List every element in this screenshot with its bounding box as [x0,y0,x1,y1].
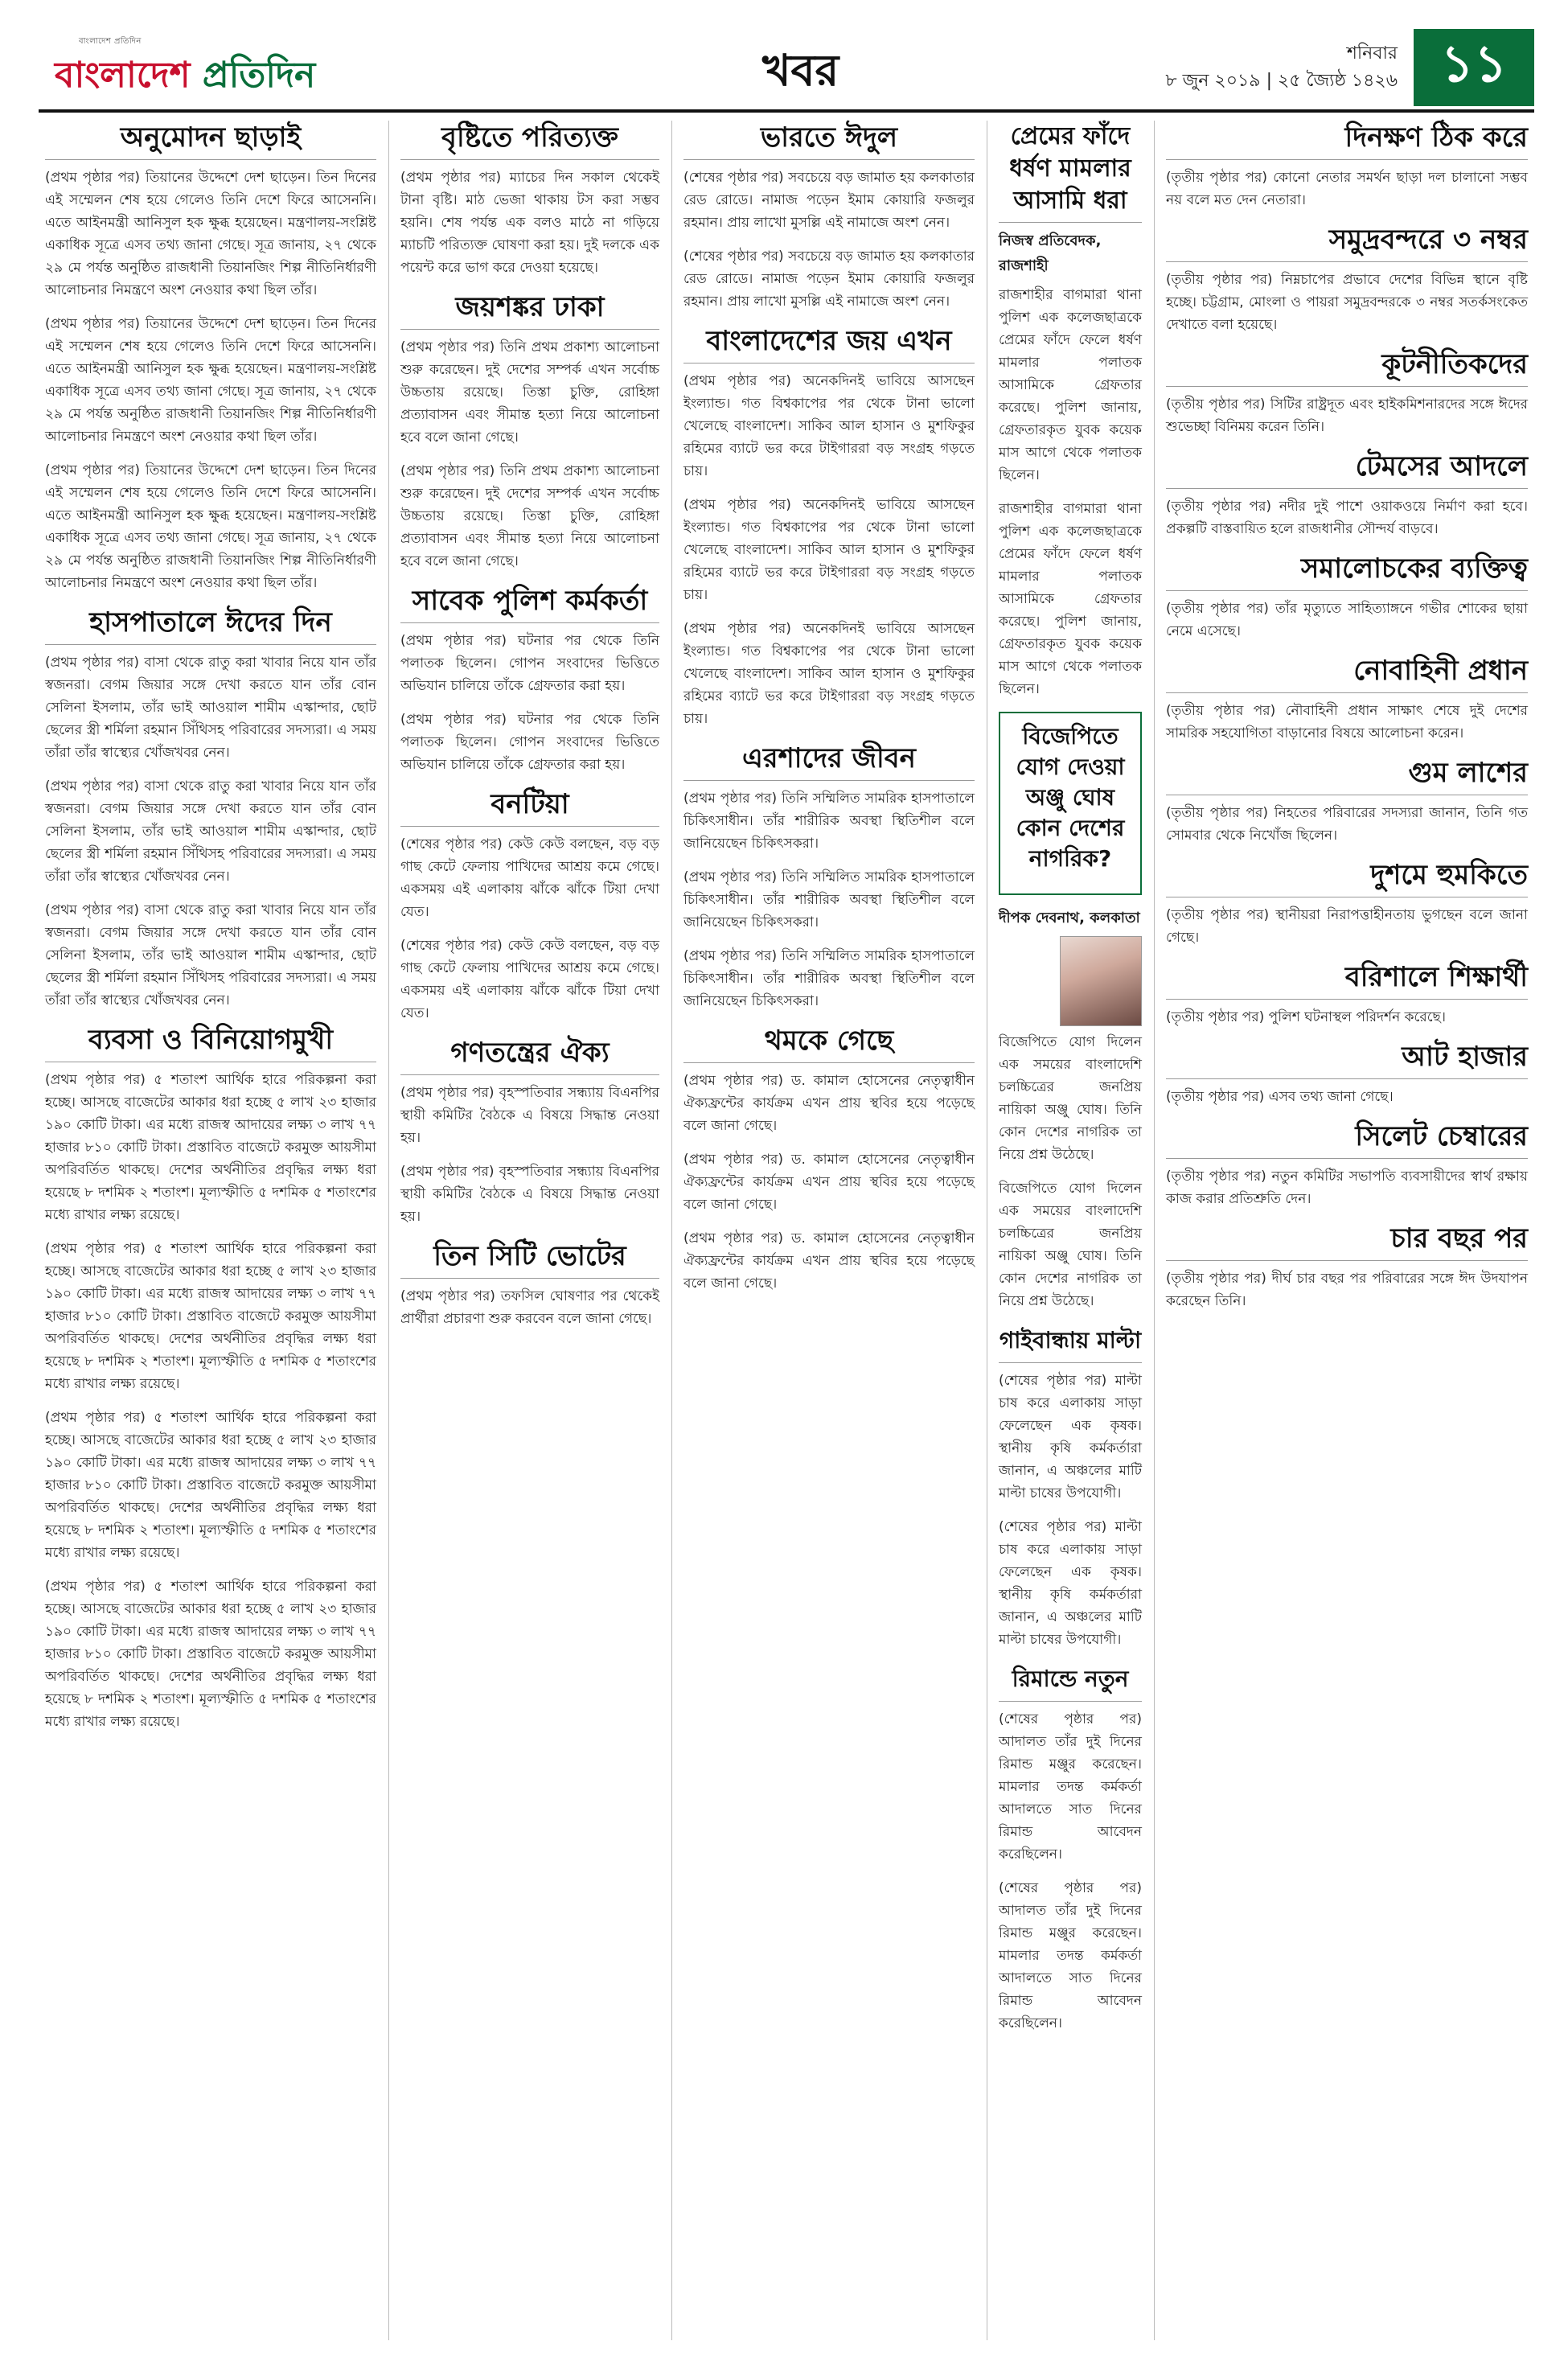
weekday: শনিবার [1346,43,1398,64]
article-body: (তৃতীয় পৃষ্ঠার পর) নদীর দুই পাশে ওয়াকওয়ে নির্মাণ করা হবে। প্রকল্পটি বাস্তবায়িত হলে রাজধানীর সৌন্দর্য বাড়বে। [1166,499,1528,537]
headline-onumodon: অনুমোদন ছাড়াই [45,121,376,160]
headline-parrot: বনটিয়া [400,787,659,827]
headline-eight-thousand: আট হাজার [1166,1040,1528,1079]
headline-remand: রিমান্ডে নতুন [999,1662,1142,1702]
article-body: (শেষের পৃষ্ঠার পর) সবচেয়ে বড় জামাত হয় কলকাতার রেড রোডে। নামাজ পড়েন ইমাম কোয়ারি ফজলুর রহমান। প্রায় লাখো মুসল্লি এই নামাজে অংশ নেন। [683,170,975,231]
article-body-cont: (প্রথম পৃষ্ঠার পর) তিয়ানের উদ্দেশে দেশ ছাড়েন। তিন দিনের এই সম্মেলন শেষ হয়ে গেলেও তিনি দেশে ফিরে আসেননি। এতে আইনমন্ত্রী আনিসুল হক ক্ষুব্ধ হয়েছেন। মন্ত্রণালয়-সংশ্লিষ্ট একাধিক সূত্রে এসব তথ্য জানা গেছে। সূত্র জানায়, ২৭ থেকে ২৯ মে পর্যন্ত অনুষ্ঠিত রাজধানী তিয়ানজিং শিল্প নীতিনির্ধারণী আলোচনার নিমন্ত্রণে অংশ নেওয়ার কথা ছিল তাঁর। [45,316,376,445]
masthead [39,29,1534,113]
headline-missing-body: গুম লাশের [1166,756,1528,795]
article-body-cont: (প্রথম পৃষ্ঠার পর) ঘটনার পর থেকে তিনি পলাতক ছিলেন। গোপন সংবাদের ভিত্তিতে অভিযান চালিয়ে তাঁকে গ্রেফতার করা হয়। [400,712,659,773]
article-body: (তৃতীয় পৃষ্ঠার পর) কোনো নেতার সমর্থন ছাড়া দল চালানো সম্ভব নয় বলে মত দেন নেতারা। [1166,170,1528,208]
page-number: ১১ [1414,29,1534,106]
headline-thames: টেমসের আদলে [1166,450,1528,489]
article-body-cont: (প্রথম পৃষ্ঠার পর) ৫ শতাংশ আর্থিক হারে পরিকল্পনা করা হচ্ছে। আসছে বাজেটের আকার ধরা হচ্ছে ৫ লাখ ২৩ হাজার ১৯০ কোটি টাকা। এর মধ্যে রাজস্ব আদায়ের লক্ষ্য ৩ লাখ ৭৭ হাজার ৮১০ কোটি টাকা। প্রস্তাবিত বাজেটে করমুক্ত আয়সীমা অপরিবর্তিত থাকছে। দেশের অর্থনীতির প্রবৃদ্ধির লক্ষ্য ধরা হয়েছে ৮ দশমিক ২ শতাংশ। মূল্যস্ফীতি ৫ দশমিক ৫ শতাংশের মধ্যে রাখার লক্ষ্য রয়েছে। [45,1241,376,1392]
article-body: (প্রথম পৃষ্ঠার পর) তিনি সম্মিলিত সামরিক হাসপাতালে চিকিৎসাধীন। তাঁর শারীরিক অবস্থা স্থিতিশীল বলে জানিয়েছেন চিকিৎসকরা। [683,791,975,852]
headline-rain: বৃষ্টিতে পরিত্যক্ত [400,121,659,160]
article-body: (তৃতীয় পৃষ্ঠার পর) স্থানীয়রা নিরাপত্তাহীনতায় ভুগছেন বলে জানা গেছে। [1166,907,1528,946]
headline-hospital: হাসপাতালে ঈদের দিন [45,606,376,645]
article-body-cont: (প্রথম পৃষ্ঠার পর) তিনি সম্মিলিত সামরিক হাসপাতালে চিকিৎসাধীন। তাঁর শারীরিক অবস্থা স্থিতিশীল বলে জানিয়েছেন চিকিৎসকরা। [683,948,975,1009]
column-divider [671,121,672,2340]
article-body: (প্রথম পৃষ্ঠার পর) বৃহস্পতিবার সন্ধ্যায় বিএনপির স্থায়ী কমিটির বৈঠকে এ বিষয়ে সিদ্ধান্ত নেওয়া হয়। [400,1085,659,1146]
article-body-cont: (প্রথম পৃষ্ঠার পর) ড. কামাল হোসেনের নেতৃত্বাধীন ঐক্যফ্রন্টের কার্যক্রম এখন প্রায় স্থবির হয়ে পড়েছে বলে জানা গেছে। [683,1152,975,1213]
article-body-cont: (শেষের পৃষ্ঠার পর) সবচেয়ে বড় জামাত হয় কলকাতার রেড রোডে। নামাজ পড়েন ইমাম কোয়ারি ফজলুর রহমান। প্রায় লাখো মুসল্লি এই নামাজে অংশ নেন। [683,248,975,310]
headline-india-eid: ভারতে ঈদুল [683,121,975,160]
article-body: (প্রথম পৃষ্ঠার পর) তিয়ানের উদ্দেশে দেশ ছাড়েন। তিন দিনের এই সম্মেলন শেষ হয়ে গেলেও তিনি দেশে ফিরে আসেননি। এতে আইনমন্ত্রী আনিসুল হক ক্ষুব্ধ হয়েছেন। মন্ত্রণালয়-সংশ্লিষ্ট একাধিক সূত্রে এসব তথ্য জানা গেছে। সূত্র জানায়, ২৭ থেকে ২৯ মে পর্যন্ত অনুষ্ঠিত রাজধানী তিয়ানজিং শিল্প নীতিনির্ধারণী আলোচনার নিমন্ত্রণে অংশ নেওয়ার কথা ছিল তাঁর। [45,170,376,298]
article-body: (প্রথম পৃষ্ঠার পর) ঘটনার পর থেকে তিনি পলাতক ছিলেন। গোপন সংবাদের ভিত্তিতে অভিযান চালিয়ে তাঁকে গ্রেফতার করা হয়। [400,633,659,694]
article-body: (তৃতীয় পৃষ্ঠার পর) নিম্নচাপের প্রভাবে দেশের বিভিন্ন স্থানে বৃষ্টি হচ্ছে। চট্টগ্রাম, মোংলা ও পায়রা সমুদ্রবন্দরকে ৩ নম্বর সতর্কসংকেত দেখাতে বলা হয়েছে। [1166,272,1528,333]
byline: নিজস্ব প্রতিবেদক, রাজশাহী [999,232,1102,274]
byline: দীপক দেবনাথ, কলকাতা [999,910,1140,926]
article-body: রাজশাহীর বাগমারা থানা পুলিশ এক কলেজছাত্রকে প্রেমের ফাঁদে ফেলে ধর্ষণ মামলার পলাতক আসামিকে গ্রেফতার করেছে। পুলিশ জানায়, গ্রেফতারকৃত যুবক কয়েক মাস আগে থেকে পলাতক ছিলেন। [999,287,1142,483]
headline-sylhet-chamber: সিলেট চেম্বারের [1166,1119,1528,1159]
article-body-cont: (শেষের পৃষ্ঠার পর) আদালত তাঁর দুই দিনের রিমান্ড মঞ্জুর করেছেন। মামলার তদন্ত কর্মকর্তা আদালতে সাত দিনের রিমান্ড আবেদন করেছিলেন। [999,1880,1142,2031]
headline-police: সাবেক পুলিশ কর্মকর্তা [400,584,659,623]
article-body: (শেষের পৃষ্ঠার পর) আদালত তাঁর দুই দিনের রিমান্ড মঞ্জুর করেছেন। মামলার তদন্ত কর্মকর্তা আদালতে সাত দিনের রিমান্ড আবেদন করেছিলেন। [999,1711,1142,1863]
article-body-cont: (প্রথম পৃষ্ঠার পর) ড. কামাল হোসেনের নেতৃত্বাধীন ঐক্যফ্রন্টের কার্যক্রম এখন প্রায় স্থবির হয়ে পড়েছে বলে জানা গেছে। [683,1230,975,1292]
article-body: (তৃতীয় পৃষ্ঠার পর) এসব তথ্য জানা গেছে। [1166,1089,1394,1105]
article-body: (প্রথম পৃষ্ঠার পর) ৫ শতাংশ আর্থিক হারে পরিকল্পনা করা হচ্ছে। আসছে বাজেটের আকার ধরা হচ্ছে ৫ লাখ ২৩ হাজার ১৯০ কোটি টাকা। এর মধ্যে রাজস্ব আদায়ের লক্ষ্য ৩ লাখ ৭৭ হাজার ৮১০ কোটি টাকা। প্রস্তাবিত বাজেটে করমুক্ত আয়সীমা অপরিবর্তিত থাকছে। দেশের অর্থনীতির প্রবৃদ্ধির লক্ষ্য ধরা হয়েছে ৮ দশমিক ২ শতাংশ। মূল্যস্ফীতি ৫ দশমিক ৫ শতাংশের মধ্যে রাখার লক্ষ্য রয়েছে। [45,1072,376,1223]
article-body-cont: রাজশাহীর বাগমারা থানা পুলিশ এক কলেজছাত্রকে প্রেমের ফাঁদে ফেলে ধর্ষণ মামলার পলাতক আসামিকে গ্রেফতার করেছে। পুলিশ জানায়, গ্রেফতারকৃত যুবক কয়েক মাস আগে থেকে পলাতক ছিলেন। [999,501,1142,697]
headline-navy-chief: নোবাহিনী প্রধান [1166,654,1528,693]
article-body: (তৃতীয় পৃষ্ঠার পর) দীর্ঘ চার বছর পর পরিবারের সঙ্গে ঈদ উদযাপন করেছেন তিনি। [1166,1271,1528,1309]
headline-rajshahi-arrest: প্রেমের ফাঁদে ধর্ষণ মামলার আসামি ধরা [999,121,1142,223]
headline-bangladesh-win: বাংলাদেশের জয় এখন [683,324,975,363]
headline-unity: গণতন্ত্রের ঐক্য [400,1036,659,1075]
headline-budget: ব্যবসা ও বিনিয়োগমুখী [45,1023,376,1062]
article-body: (প্রথম পৃষ্ঠার পর) তিনি প্রথম প্রকাশ্য আলোচনা শুরু করেছেন। দুই দেশের সম্পর্ক এখন সর্বোচ্চ উচ্চতায় রয়েছে। তিস্তা চুক্তি, রোহিঙ্গা প্রত্যাবাসন এবং সীমান্ত হত্যা নিয়ে আলোচনা হবে বলে জানা গেছে। [400,339,659,446]
feature-box [999,712,1142,895]
article-body-cont: বিজেপিতে যোগ দিলেন এক সময়ের বাংলাদেশি চলচ্চিত্রের জনপ্রিয় নায়িকা অঞ্জু ঘোষ। তিনি কোন দেশের নাগরিক তা নিয়ে প্রশ্ন উঠেছে। [999,1181,1142,1309]
article-body-cont: (প্রথম পৃষ্ঠার পর) বৃহস্পতিবার সন্ধ্যায় বিএনপির স্থায়ী কমিটির বৈঠকে এ বিষয়ে সিদ্ধান্ত নেওয়া হয়। [400,1164,659,1225]
column-divider [388,121,389,2340]
article-body: (তৃতীয় পৃষ্ঠার পর) নিহতের পরিবারের সদস্যরা জানান, তিনি গত সোমবার থেকে নিখোঁজ ছিলেন। [1166,805,1528,844]
article-body: (প্রথম পৃষ্ঠার পর) বাসা থেকে রাতু করা খাবার নিয়ে যান তাঁর স্বজনরা। বেগম জিয়ার সঙ্গে দেখা করতে যান তাঁর বোন সেলিনা ইসলাম, তাঁর ভাই আওয়াল শামীম এস্কান্দার, ছোট ছেলের স্ত্রী শর্মিলা রহমান সিঁথিসহ পরিবারের সদস্যরা। এ সময় তাঁরা তাঁর স্বাস্থ্যের খোঁজখবর নেন। [45,655,376,761]
headline-anju-ghosh: বিজেপিতে যোগ দেওয়া অঞ্জু ঘোষ কোন দেশের নাগরিক? [1016,723,1125,872]
article-body: (শেষের পৃষ্ঠার পর) কেউ কেউ বলছেন, বড় বড় গাছ কেটে ফেলায় পাখিদের আশ্রয় কমে গেছে। একসময় এই এলাকায় ঝাঁকে ঝাঁকে টিয়া দেখা যেত। [400,836,659,920]
column-3 [683,121,975,1306]
brand-tagline: বাংলাদেশ প্রতিদিন [79,37,142,46]
article-body: (প্রথম পৃষ্ঠার পর) ড. কামাল হোসেনের নেতৃত্বাধীন ঐক্যফ্রন্টের কার্যক্রম এখন প্রায় স্থবির হয়ে পড়েছে বলে জানা গেছে। [683,1073,975,1134]
article-body: (তৃতীয় পৃষ্ঠার পর) পুলিশ ঘটনাস্থল পরিদর্শন করেছে। [1166,1009,1446,1025]
headline-city-vote: তিন সিটি ভোটের [400,1239,659,1279]
headline-threat: দুশমে হুমকিতে [1166,858,1528,897]
column-2 [400,121,659,1341]
article-body: (প্রথম পৃষ্ঠার পর) অনেকদিনই ভাবিয়ে আসছেন ইংল্যান্ড। গত বিশ্বকাপের পর থেকে টানা ভালো খেলেছে বাংলাদেশ। সাকিব আল হাসান ও মুশফিকুর রহিমের ব্যাটে ভর করে টাইগাররা বড় সংগ্রহ গড়তে চায়। [683,373,975,479]
brand-logo [55,35,408,101]
issue-date: ৮ জুন ২০১৯ | ২৫ জ্যৈষ্ঠ ১৪২৬ [1165,71,1398,91]
article-body-cont: (প্রথম পৃষ্ঠার পর) তিনি সম্মিলিত সামরিক হাসপাতালে চিকিৎসাধীন। তাঁর শারীরিক অবস্থা স্থিতিশীল বলে জানিয়েছেন চিকিৎসকরা। [683,869,975,930]
article-body-cont: (প্রথম পৃষ্ঠার পর) বাসা থেকে রাতু করা খাবার নিয়ে যান তাঁর স্বজনরা। বেগম জিয়ার সঙ্গে দেখা করতে যান তাঁর বোন সেলিনা ইসলাম, তাঁর ভাই আওয়াল শামীম এস্কান্দার, ছোট ছেলের স্ত্রী শর্মিলা রহমান সিঁথিসহ পরিবারের সদস্যরা। এ সময় তাঁরা তাঁর স্বাস্থ্যের খোঁজখবর নেন। [45,778,376,885]
article-body: (তৃতীয় পৃষ্ঠার পর) তাঁর মৃত্যুতে সাহিত্যাঙ্গনে গভীর শোকের ছায়া নেমে এসেছে। [1166,601,1528,639]
logo-part-1: বাংলাদেশ [55,55,191,96]
logo-text [55,48,315,107]
article-body: (তৃতীয় পৃষ্ঠার পর) নতুন কমিটির সভাপতি ব্যবসায়ীদের স্বার্থ রক্ষায় কাজ করার প্রতিশ্রুতি দেন। [1166,1169,1528,1207]
headline-critic: সমালোচকের ব্যক্তিত্ব [1166,552,1528,591]
headline-diplomats: কূটনীতিকদের [1166,347,1528,387]
column-4 [999,121,1142,2046]
article-body: (শেষের পৃষ্ঠার পর) মাল্টা চাষ করে এলাকায় সাড়া ফেলেছেন এক কৃষক। স্থানীয় কৃষি কর্মকর্তারা জানান, এ অঞ্চলের মাটি মাল্টা চাষের উপযোগী। [999,1373,1142,1501]
section-title: খবর [762,45,839,96]
column-1 [45,121,376,1744]
article-body-cont: (প্রথম পৃষ্ঠার পর) ৫ শতাংশ আর্থিক হারে পরিকল্পনা করা হচ্ছে। আসছে বাজেটের আকার ধরা হচ্ছে ৫ লাখ ২৩ হাজার ১৯০ কোটি টাকা। এর মধ্যে রাজস্ব আদায়ের লক্ষ্য ৩ লাখ ৭৭ হাজার ৮১০ কোটি টাকা। প্রস্তাবিত বাজেটে করমুক্ত আয়সীমা অপরিবর্তিত থাকছে। দেশের অর্থনীতির প্রবৃদ্ধির লক্ষ্য ধরা হয়েছে ৮ দশমিক ২ শতাংশ। মূল্যস্ফীতি ৫ দশমিক ৫ শতাংশের মধ্যে রাখার লক্ষ্য রয়েছে। [45,1579,376,1730]
headline-four-years: চার বছর পর [1166,1222,1528,1261]
article-body-cont: (প্রথম পৃষ্ঠার পর) অনেকদিনই ভাবিয়ে আসছেন ইংল্যান্ড। গত বিশ্বকাপের পর থেকে টানা ভালো খেলেছে বাংলাদেশ। সাকিব আল হাসান ও মুশফিকুর রহিমের ব্যাটে ভর করে টাইগাররা বড় সংগ্রহ গড়তে চায়। [683,497,975,603]
article-body-cont: (প্রথম পৃষ্ঠার পর) বাসা থেকে রাতু করা খাবার নিয়ে যান তাঁর স্বজনরা। বেগম জিয়ার সঙ্গে দেখা করতে যান তাঁর বোন সেলিনা ইসলাম, তাঁর ভাই আওয়াল শামীম এস্কান্দার, ছোট ছেলের স্ত্রী শর্মিলা রহমান সিঁথিসহ পরিবারের সদস্যরা। এ সময় তাঁরা তাঁর স্বাস্থ্যের খোঁজখবর নেন। [45,902,376,1008]
portrait-photo [1060,936,1142,1026]
article-body-cont: (প্রথম পৃষ্ঠার পর) তিয়ানের উদ্দেশে দেশ ছাড়েন। তিন দিনের এই সম্মেলন শেষ হয়ে গেলেও তিনি দেশে ফিরে আসেননি। এতে আইনমন্ত্রী আনিসুল হক ক্ষুব্ধ হয়েছেন। মন্ত্রণালয়-সংশ্লিষ্ট একাধিক সূত্রে এসব তথ্য জানা গেছে। সূত্র জানায়, ২৭ থেকে ২৯ মে পর্যন্ত অনুষ্ঠিত রাজধানী তিয়ানজিং শিল্প নীতিনির্ধারণী আলোচনার নিমন্ত্রণে অংশ নেওয়ার কথা ছিল তাঁর। [45,462,376,591]
headline-barishal: বরিশালে শিক্ষার্থী [1166,960,1528,1000]
article-body: (তৃতীয় পৃষ্ঠার পর) সিটির রাষ্ট্রদূত এবং হাইকমিশনারদের সঙ্গে ঈদের শুভেচ্ছা বিনিময় করেন তিনি। [1166,396,1528,435]
article-body: (তৃতীয় পৃষ্ঠার পর) নৌবাহিনী প্রধান সাক্ষাৎ শেষে দুই দেশের সামরিক সহযোগিতা বাড়ানোর বিষয়ে আলোচনা করেন। [1166,703,1528,741]
article-body: (প্রথম পৃষ্ঠার পর) ম্যাচের দিন সকাল থেকেই টানা বৃষ্টি। মাঠ ভেজা থাকায় টস করা সম্ভব হয়নি। শেষ পর্যন্ত এক বলও মাঠে না গড়িয়ে ম্যাচটি পরিত্যক্ত ঘোষণা করা হয়। দুই দলকে এক পয়েন্ট করে ভাগ করে দেওয়া হয়েছে। [400,170,659,276]
article-body-cont: (শেষের পৃষ্ঠার পর) কেউ কেউ বলছেন, বড় বড় গাছ কেটে ফেলায় পাখিদের আশ্রয় কমে গেছে। একসময় এই এলাকায় ঝাঁকে ঝাঁকে টিয়া দেখা যেত। [400,938,659,1021]
headline-ershad: এরশাদের জীবন [683,741,975,781]
headline-stalled: থমকে গেছে [683,1024,975,1063]
article-body-cont: (প্রথম পৃষ্ঠার পর) তিনি প্রথম প্রকাশ্য আলোচনা শুরু করেছেন। দুই দেশের সম্পর্ক এখন সর্বোচ্চ উচ্চতায় রয়েছে। তিস্তা চুক্তি, রোহিঙ্গা প্রত্যাবাসন এবং সীমান্ত হত্যা নিয়ে আলোচনা হবে বলে জানা গেছে। [400,463,659,569]
article-body-cont: (প্রথম পৃষ্ঠার পর) ৫ শতাংশ আর্থিক হারে পরিকল্পনা করা হচ্ছে। আসছে বাজেটের আকার ধরা হচ্ছে ৫ লাখ ২৩ হাজার ১৯০ কোটি টাকা। এর মধ্যে রাজস্ব আদায়ের লক্ষ্য ৩ লাখ ৭৭ হাজার ৮১০ কোটি টাকা। প্রস্তাবিত বাজেটে করমুক্ত আয়সীমা অপরিবর্তিত থাকছে। দেশের অর্থনীতির প্রবৃদ্ধির লক্ষ্য ধরা হয়েছে ৮ দশমিক ২ শতাংশ। মূল্যস্ফীতি ৫ দশমিক ৫ শতাংশের মধ্যে রাখার লক্ষ্য রয়েছে। [45,1410,376,1561]
article-body-cont: (প্রথম পৃষ্ঠার পর) অনেকদিনই ভাবিয়ে আসছেন ইংল্যান্ড। গত বিশ্বকাপের পর থেকে টানা ভালো খেলেছে বাংলাদেশ। সাকিব আল হাসান ও মুশফিকুর রহিমের ব্যাটে ভর করে টাইগাররা বড় সংগ্রহ গড়তে চায়। [683,621,975,727]
headline-joyshankar: জয়শঙ্কর ঢাকা [400,290,659,330]
headline-date-fix: দিনক্ষণ ঠিক করে [1166,121,1528,160]
headline-sea-port: সমুদ্রবন্দরে ৩ নম্বর [1166,223,1528,262]
article-body: বিজেপিতে যোগ দিলেন এক সময়ের বাংলাদেশি চলচ্চিত্রের জনপ্রিয় নায়িকা অঞ্জু ঘোষ। তিনি কোন দেশের নাগরিক তা নিয়ে প্রশ্ন উঠেছে। [999,1034,1142,1163]
logo-part-2: প্রতিদিন [190,55,316,96]
article-body: (প্রথম পৃষ্ঠার পর) তফসিল ঘোষণার পর থেকেই প্রার্থীরা প্রচারণা শুরু করবেন বলে জানা গেছে। [400,1288,659,1327]
headline-malta: গাইবান্ধায় মাল্টা [999,1324,1142,1363]
article-body-cont: (শেষের পৃষ্ঠার পর) মাল্টা চাষ করে এলাকায় সাড়া ফেলেছেন এক কৃষক। স্থানীয় কৃষি কর্মকর্তারা জানান, এ অঞ্চলের মাটি মাল্টা চাষের উপযোগী। [999,1519,1142,1648]
column-5 [1166,121,1528,1324]
column-divider [1154,121,1155,2340]
date-block [1108,40,1398,95]
